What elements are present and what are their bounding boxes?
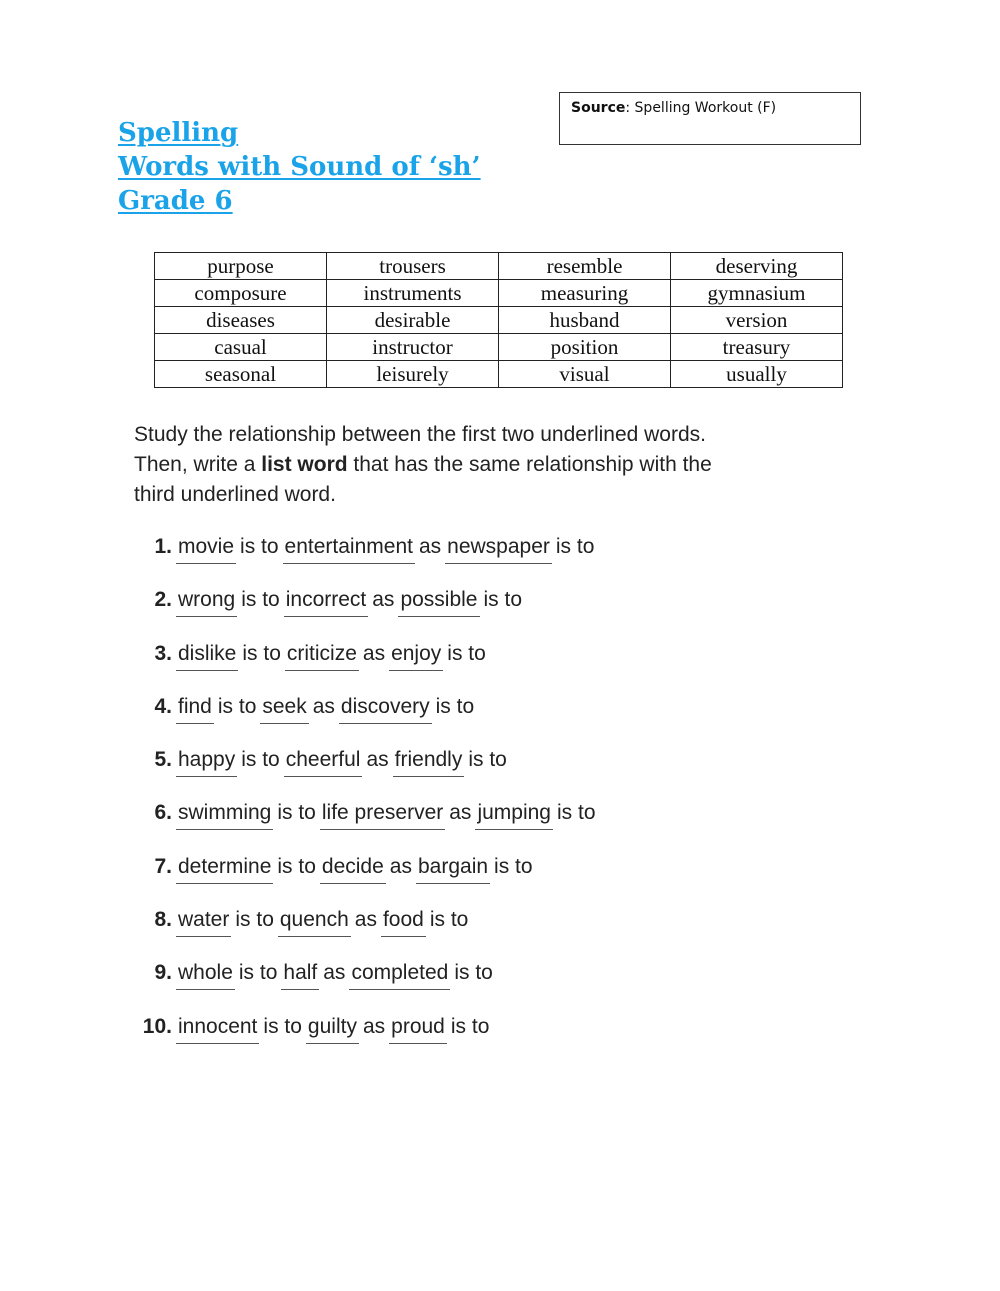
- connector-as: as: [372, 588, 395, 612]
- title-line-1: Spelling: [118, 118, 239, 148]
- source-text: : Spelling Workout (F): [625, 100, 777, 116]
- connector-is-to: is to: [494, 854, 533, 878]
- third-word: proud: [389, 1015, 447, 1044]
- third-word: food: [381, 908, 426, 937]
- second-word: quench: [278, 908, 351, 937]
- word-cell: leisurely: [327, 361, 499, 388]
- word-cell: composure: [155, 280, 327, 307]
- word-cell: treasury: [671, 334, 843, 361]
- word-row: [155, 361, 843, 388]
- question-row: [132, 801, 600, 854]
- third-word: possible: [398, 588, 479, 617]
- connector-is-to: is to: [235, 908, 274, 932]
- connector-is-to: is to: [429, 908, 469, 932]
- first-word: swimming: [176, 801, 273, 830]
- title-line-2: Words with Sound of ‘sh’: [118, 152, 481, 182]
- connector-as: as: [354, 908, 377, 932]
- question-number: 2.: [154, 588, 172, 612]
- connector-is-to: is to: [454, 961, 493, 985]
- connector-is-to: is to: [435, 694, 475, 718]
- word-cell: deserving: [671, 253, 843, 280]
- connector-is-to: is to: [241, 748, 280, 772]
- word-cell: instruments: [327, 280, 499, 307]
- question-list: [132, 535, 600, 1068]
- first-word: wrong: [176, 588, 237, 617]
- word-list-table: [154, 252, 843, 388]
- instructions-line-2-pre: Then, write a: [134, 453, 262, 476]
- connector-as: as: [362, 641, 386, 665]
- connector-is-to: is to: [238, 961, 278, 985]
- second-word: incorrect: [284, 588, 369, 617]
- connector-is-to: is to: [263, 1014, 302, 1038]
- first-word: whole: [176, 961, 235, 990]
- question-row: [132, 588, 600, 641]
- second-word: seek: [260, 695, 308, 724]
- connector-is-to: is to: [468, 748, 507, 772]
- question-number: 10.: [142, 1014, 172, 1038]
- question-row: [132, 855, 600, 908]
- third-word: bargain: [416, 855, 490, 884]
- instructions-list-word: list word: [261, 453, 348, 476]
- connector-as: as: [312, 694, 335, 718]
- question-row: [132, 535, 600, 588]
- first-word: innocent: [176, 1015, 259, 1044]
- connector-is-to: is to: [450, 1014, 490, 1038]
- third-word: newspaper: [445, 535, 552, 564]
- instructions: [134, 420, 712, 510]
- question-row: [132, 961, 600, 1014]
- connector-is-to: is to: [277, 801, 316, 825]
- connector-as: as: [362, 1014, 386, 1038]
- second-word: entertainment: [283, 535, 415, 564]
- first-word: happy: [176, 748, 237, 777]
- word-cell: position: [499, 334, 671, 361]
- question-row: [132, 748, 600, 801]
- third-word: enjoy: [389, 642, 443, 671]
- second-word: guilty: [306, 1015, 359, 1044]
- source-label: Source: [571, 100, 626, 116]
- connector-is-to: is to: [240, 535, 279, 558]
- connector-is-to: is to: [217, 694, 257, 718]
- second-word: decide: [320, 855, 386, 884]
- third-word: discovery: [339, 695, 432, 724]
- word-row: [155, 307, 843, 334]
- question-number: 3.: [154, 641, 172, 665]
- instructions-line-2: [134, 450, 712, 480]
- word-cell: gymnasium: [671, 280, 843, 307]
- question-number: 7.: [154, 854, 172, 878]
- connector-is-to: is to: [447, 641, 486, 665]
- connector-as: as: [323, 961, 346, 985]
- instructions-line-2-post: that has the same relationship with the: [347, 453, 712, 476]
- question-row: [132, 1015, 600, 1068]
- connector-is-to: is to: [242, 641, 281, 665]
- second-word: life preserver: [320, 801, 445, 830]
- connector-as: as: [449, 801, 472, 825]
- third-word: jumping: [475, 801, 553, 830]
- word-cell: desirable: [327, 307, 499, 334]
- third-word: friendly: [393, 748, 465, 777]
- second-word: cheerful: [284, 748, 363, 777]
- word-cell: visual: [499, 361, 671, 388]
- first-word: movie: [176, 535, 236, 564]
- connector-as: as: [418, 535, 442, 558]
- question-number: 6.: [154, 801, 172, 825]
- connector-as: as: [389, 854, 412, 878]
- word-cell: husband: [499, 307, 671, 334]
- word-cell: version: [671, 307, 843, 334]
- first-word: dislike: [176, 642, 238, 671]
- connector-is-to: is to: [277, 854, 316, 878]
- source-box: [559, 92, 861, 145]
- second-word: criticize: [285, 642, 359, 671]
- word-cell: purpose: [155, 253, 327, 280]
- word-cell: usually: [671, 361, 843, 388]
- first-word: water: [176, 908, 231, 937]
- question-number: 1.: [154, 535, 172, 558]
- word-cell: trousers: [327, 253, 499, 280]
- question-row: [132, 695, 600, 748]
- word-cell: resemble: [499, 253, 671, 280]
- worksheet-title: [118, 116, 481, 218]
- word-row: [155, 334, 843, 361]
- word-cell: diseases: [155, 307, 327, 334]
- word-cell: casual: [155, 334, 327, 361]
- connector-is-to: is to: [483, 588, 523, 612]
- connector-is-to: is to: [241, 588, 280, 612]
- question-number: 9.: [154, 961, 172, 985]
- word-cell: instructor: [327, 334, 499, 361]
- question-number: 8.: [154, 908, 172, 932]
- question-row: [132, 908, 600, 961]
- question-number: 4.: [154, 694, 172, 718]
- word-cell: measuring: [499, 280, 671, 307]
- word-row: [155, 280, 843, 307]
- connector-as: as: [366, 748, 389, 772]
- first-word: determine: [176, 855, 273, 884]
- connector-is-to: is to: [556, 801, 596, 825]
- instructions-line-3: third underlined word.: [134, 483, 336, 506]
- title-line-3: Grade 6: [118, 186, 233, 216]
- instructions-line-1: Study the relationship between the first two underlined words.: [134, 423, 706, 446]
- word-cell: seasonal: [155, 361, 327, 388]
- word-row: [155, 253, 843, 280]
- connector-is-to: is to: [555, 535, 595, 558]
- question-row: [132, 642, 600, 695]
- first-word: find: [176, 695, 214, 724]
- second-word: half: [281, 961, 319, 990]
- third-word: completed: [349, 961, 450, 990]
- question-number: 5.: [154, 748, 172, 772]
